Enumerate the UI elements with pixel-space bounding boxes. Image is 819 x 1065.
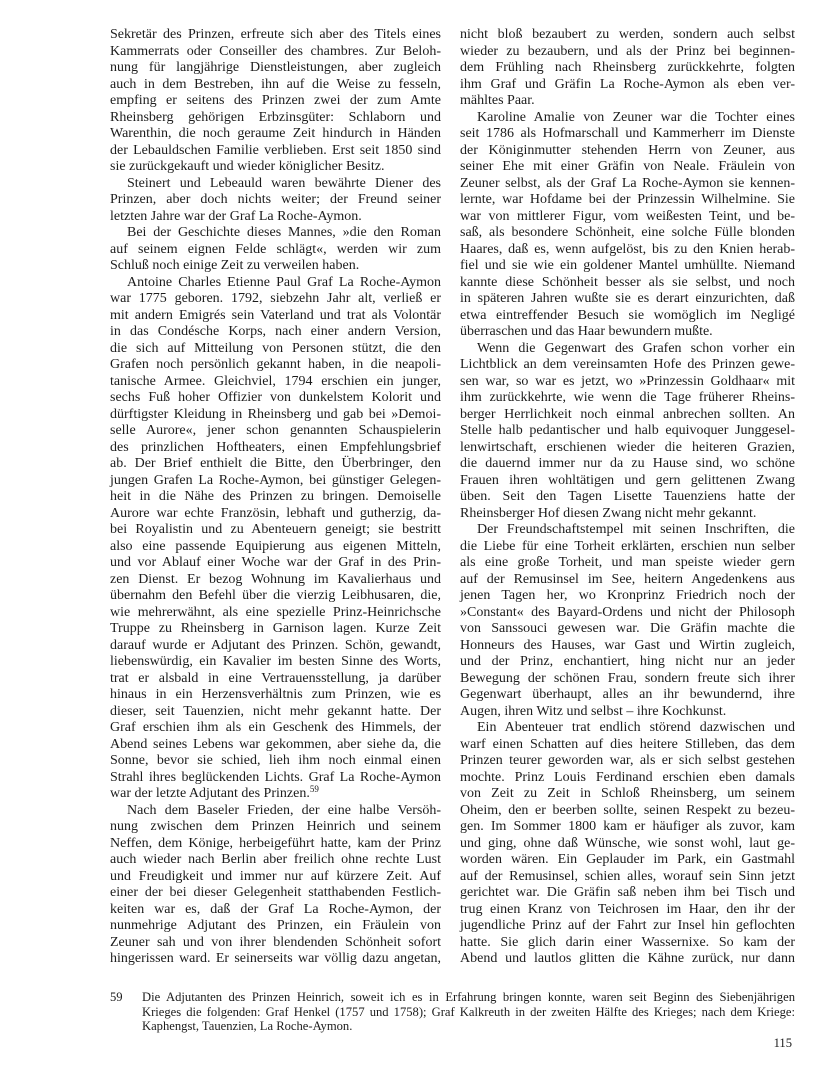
text-line: Steinert und Lebeauld waren bewährte Diener des [127,175,441,191]
paragraph [110,803,441,968]
text-line: Bei der Geschichte dieses Mannes, »die den Roman [127,225,441,240]
text-line: keiten war es, daß der Graf La Roche-Aymon, der [110,901,441,917]
text-line: Sonne, bevor sie schied, lieh ihm noch einmal einen [110,753,441,768]
text-line: »Constant« des Bayard-Ordens und nicht der Philosoph [460,604,795,620]
text-line: wieder zu bezaubern, und als der Prinz bei beginnen- [460,43,795,59]
text-line: war von mittlerer Figur, vom weißesten Teint, und be- [460,208,795,224]
text-line: dürftigster Kleidung in Rheinsberg und gab bei »Demoi- [110,406,441,422]
text-line: mit andern Emigrés sein Vaterland und trat als Volontär [110,307,441,323]
text-line: seiner Ehe mit einer Gräfin von Neale. Fräulein von [460,159,795,174]
text-line: von Zeit zu Zeit in Schloß Rheinsberg, um seinem [460,786,795,801]
text-line: Augen, ihren Witz und selbst – ihre Kochkunst. [460,703,727,719]
text-line: auch wieder nach Berlin aber freilich ohne rechte Lust [110,852,441,867]
text-line: Truppe zu Rheinsberg in Garnison lagen. Kurze Zeit [110,621,441,636]
text-line: lenwirtschaft, erschienen wieder die heiteren Grazien, [460,439,795,455]
text-line: Rheinsberger Hof diesen Zwang nicht mehr gekannt. [460,505,757,521]
text-line: also eine passende Equipierung aus eigenen Mitteln, [110,538,441,554]
footnote [110,990,795,1034]
text-line: Frauen ihren wohltätigen und gern gelittenen Zwang [460,472,795,488]
text-line: sie zurückgekauft und wieder königlicher Besitz. [110,159,385,174]
text-line: der Lebauldschen Familie verblieben. Erst seit 1850 sind [110,142,441,158]
text-line: ab. Der Brief enthielt die Bitte, den Überbringer, den [110,456,441,471]
text-line: jenen Tagen her, wo Kronprinz Friedrich noch der [460,588,795,603]
paragraph [460,110,795,341]
text-line: Gegenwart überhaupt, alles an ihr bewundernd, ihre [460,687,795,702]
footnote-line: Krieges die folgenden: Graf Henkel (1757 und 1758); Graf Kalkreuth in der zweiten Hälfte des Krieges; nach dem Kriege: [142,1004,795,1019]
text-line: und Freudigkeit und immer nur auf kürzere Zeit. Auf [110,868,441,884]
text-line: nunmehrige Adjutant des Prinzen, ein Fräulein von [110,918,441,933]
text-line: Antoine Charles Etienne Paul Graf La Roche-Aymon [127,274,441,290]
text-line: Zeuner selbst, als der Graf La Roche-Aymon sie kennen- [460,175,795,191]
text-line: des prinzlichen Hoftheaters, einen Empfehlungsbrief [110,439,441,455]
text-line: Der Freundschaftstempel mit seinen Inschriften, die [477,522,795,537]
text-line: Warenthin, die noch geraume Zeit hindurch in Händen [110,126,441,141]
text-line: seit 1786 als Hofmarschall und Kammerherr im Dienste [460,126,795,141]
text-line: berger Herrlichkeit noch einmal anbrechen sollten. An [460,406,795,422]
text-line: ihm Graf und Gräfin La Roche-Aymon als eben ver- [460,76,795,92]
text-line: Lichtblick an dem vereinsamten Hofe des Prinzen gewe- [460,357,795,372]
text-line: Nach dem Baseler Frieden, der eine halbe Versöh- [127,802,441,818]
text-line: die Liebe für eine Torheit erklärten, erschien nun selber [460,538,795,554]
text-line: Zeuner sah und von ihrer blendenden Schönheit sofort [110,934,441,950]
text-line: einer der bei dieser Gelegenheit statthabenden Festlich- [110,885,441,900]
page-number: 115 [773,1036,792,1050]
footnote-line: Die Adjutanten des Prinzen Heinrich, soweit ich es in Erfahrung bringen konnte, waren seit Beginn des Siebenjährigen [142,990,795,1004]
text-line: in späteren Jahren wußte sie es derart einzurichten, daß [460,291,795,306]
text-line: und ging, ohne daß Wünsche, wie sonst wohl, laut ge- [460,835,795,851]
text-line: nung für langjährige Dienstleistungen, aber zugleich [110,60,441,75]
text-line: Stelle halb pedantischer und halb equivoquer Junggesel- [460,423,795,438]
text-line: heit in die Nähe des Prinzen zu bringen. Demoiselle [110,489,441,504]
right-text-column [460,27,795,968]
paragraph [110,225,441,275]
footnote-reference: 59 [309,784,319,794]
text-line: Abend und lautlos glitten die Kähne zurück, nur dann [460,951,795,966]
footnote-number: 59 [110,990,123,1004]
text-line: letzten Jahre war der Graf La Roche-Aymon. [110,208,362,224]
text-line: worden wären. Ein Geplauder im Park, ein Gastmahl [460,852,795,867]
text-line: dieser, seit Tauenzien, nicht mehr gekannt hatte. Der [110,703,441,719]
left-text-column [110,27,441,968]
text-line: Haares, daß es, wenn aufgelöst, bis zu den Knien herab- [460,241,795,257]
paragraph [460,720,795,968]
text-line: tanische Armee. Gleichviel, 1794 erschien ein junger, [110,373,441,389]
text-line: auf der Remusinsel, schien alles, worauf sein Sinn jetzt [460,868,795,884]
text-line: Oheim, den er beerben sollte, seinen Respekt zu bezeu- [460,802,795,818]
text-line: warf einen Schatten auf dies heitere Stilleben, das dem [460,736,795,752]
footnote-text [142,990,795,1034]
text-line: Ein Abenteuer trat endlich störend dazwischen und [477,720,795,735]
text-line: mähltes Paar. [460,93,535,108]
text-line: sechs Fuß hoher Offizier von dunkelstem Kolorit und [110,390,441,405]
text-line: Aurore war echte Französin, lebhaft und gutherzig, da- [110,505,441,521]
text-line: empfing er seitens des Prinzen zwei der zum Amte [110,93,441,108]
text-line: lernte, war Hofdame bei der Prinzessin Wilhelmine. Sie [460,192,795,207]
text-line: nicht bloß bezaubert zu werden, sondern auch selbst [460,27,795,42]
text-line: Rheinsberg gehörigen Erbzinsgüter: Schlaborn und [110,109,441,125]
text-line: üben. Seit den Tagen Lisette Tauenziens hatte der [460,489,795,504]
text-line: sen war, so war es jetzt, wo »Prinzessin Goldhaar« mit [460,373,795,389]
text-line: und der Prinz, enchantiert, hing nicht nur an jeder [460,654,795,669]
paragraph [110,275,441,803]
text-line: Bewegung der schönen Frau, sondern freute sich ihrer [460,670,795,686]
text-line: in das Condésche Korps, nach einer andern Version, [110,324,441,339]
text-line: liebenswürdig, ein Kavalier im besten Sinne des Worts, [110,654,441,669]
text-line: trat er alsbald in eine Vertrauensstellung, ja darüber [110,670,441,686]
text-line: war 1775 geboren. 1792, siebzehn Jahr alt, verließ er [110,291,441,306]
text-line: die dauernd immer nur da zu Hause sind, wo schöne [460,456,795,471]
text-line: der Königinmutter stehenden Herrn von Zeuner, aus [460,142,795,158]
footnote-line: Kaphengst, Tauenzien, La Roche-Aymon. [142,1019,353,1034]
paragraph [460,522,795,720]
text-line: und vor Ablauf einer Woche war der Graf in des Prin- [110,555,441,570]
text-line: wie mehrerwähnt, als eine spezielle Prinz-Heinrichsche [110,604,441,620]
text-line: darauf wurde er Adjutant des Prinzen. Schön, gewandt, [110,637,441,653]
text-line: Honneurs des Hauses, war Gast und Wirtin zugleich, [460,637,795,653]
text-line: Graf erschien ihm als ein Geschenk des Himmels, der [110,720,441,735]
text-line: von Sanssouci gewesen war. Die Gräfin machte die [460,621,795,636]
text-line: bei Royalistin und zu Abenteuern geneigt; sie bestritt [110,522,441,537]
text-line: Grafen noch persönlich gekannt haben, in die neapoli- [110,357,441,372]
text-line: Schluß noch einige Zeit zu verweilen haben. [110,258,360,273]
text-line: zen Dienst. Er bezog Wohnung im Kavalierhaus und [110,571,441,587]
text-line: hatte. Sie glich darin einer Wassernixe. So kam der [460,934,795,950]
text-line: Neffen, dem Könige, herbeigeführt hatte, kam der Prinz [110,835,441,851]
text-line: gerichtet war. Die Gräfin saß neben ihm bei Tisch und [460,885,795,900]
text-line [110,786,441,803]
text-line: Karoline Amalie von Zeuner war die Tochter eines [477,109,795,125]
text-line: trug einen Kranz von Teichrosen im Haar, den ihr der [460,901,795,917]
text-line: Wenn die Gegenwart des Grafen schon vorher ein [477,340,795,356]
text-line: Strahl ihres beglückenden Lichts. Graf La Roche-Aymon [110,769,441,785]
text-line: als eine große Torheit, und man speiste wieder gern [460,555,795,570]
text-line: die sich auf Mitteilung von Personen stützt, die den [110,340,441,356]
text-line: gen. Im Sommer 1800 kam er häufiger als zuvor, kam [460,819,795,834]
paragraph [110,27,441,176]
text-line: Kammerrats oder Conseiller des chambres. Zur Beloh- [110,43,441,59]
text-line: jungen Grafen La Roche-Aymon, bei günstiger Gelegen- [110,472,441,488]
text-line: ihm zurückkehrte, wie wenn die Tage früherer Rheins- [460,390,795,405]
text-line: kannte diese Schönheit besser als sie selbst, und noch [460,274,795,290]
text-line: hingerissen ward. Er seinerseits war völlig dazu angetan, [110,951,441,966]
text-line: hinaus in ein Herzensverhältnis zum Prinzen, wie es [110,687,441,702]
paragraph [110,176,441,226]
text-line: fiel und sie wie ein goldener Mantel umhüllte. Niemand [460,258,795,273]
text-line: etwa eintreffender Besuch sie womöglich im Negligé [460,307,795,323]
text-line: überraschen und das Haar bewundern mußte. [460,324,713,339]
text-line: saß, als besondere Schönheit, eine solche Fülle blonden [460,225,795,240]
text-line: auf der Remusinsel im See, heitern Angedenkens aus [460,571,795,587]
text-line: übernahm den Befehl über die vierzig Leibhusaren, die, [110,588,441,603]
text-line: Abend seines Lebens war gekommen, aber siehe da, die [110,736,441,752]
text-line: Prinzen, aber doch nichts weiter; der Freund seiner [110,192,441,207]
text-line: nung zwischen dem Prinzen Heinrich und seinem [110,819,441,834]
text-line: auch in dem Bestreben, ihn auf die Weise zu fesseln, [110,76,441,92]
text-line-content: war der letzte Adjutant des Prinzen. [110,786,310,801]
paragraph [460,341,795,523]
text-line: dem Frühling nach Rheinsberg zurückkehrte, folgten [460,60,795,75]
text-line: Sekretär des Prinzen, erfreute sich aber des Titels eines [110,27,441,42]
text-line: mochte. Prinz Louis Ferdinand erschien eben damals [460,769,795,785]
text-line: auf seinem eignen Felde schlägt«, werden wir zum [110,241,441,257]
text-line: selle Aurore«, jener schon genannten Schauspielerin [110,423,441,438]
paragraph [460,27,795,110]
text-line: Prinzen teurer geworden war, als er sich selbst gestehen [460,753,795,768]
text-line: jugendliche Prinz auf der Fahrt zur Insel hin geflochten [460,918,795,933]
